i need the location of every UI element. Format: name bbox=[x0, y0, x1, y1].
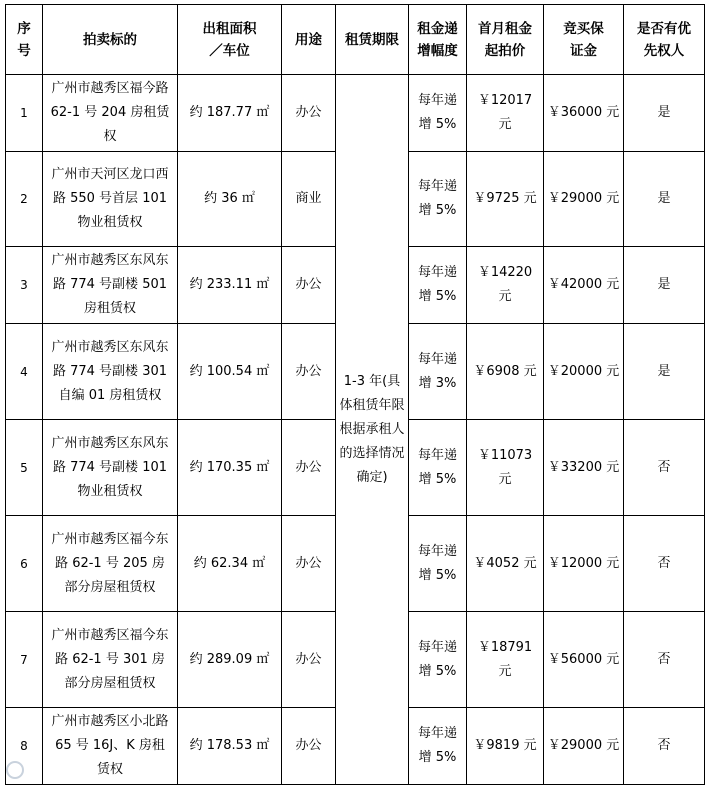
row-no: 3 bbox=[6, 247, 43, 324]
row-area: 约 178.53 ㎡ bbox=[178, 708, 282, 785]
row-increase: 每年递增 5% bbox=[409, 612, 467, 708]
row-no: 8 bbox=[6, 708, 43, 785]
row-no: 6 bbox=[6, 516, 43, 612]
row-increase: 每年递增 5% bbox=[409, 708, 467, 785]
row-no: 4 bbox=[6, 324, 43, 420]
row-subject: 广州市越秀区东风东路 774 号副楼 501 房租赁权 bbox=[43, 247, 178, 324]
row-no: 7 bbox=[6, 612, 43, 708]
header-priority: 是否有优 先权人 bbox=[624, 5, 705, 75]
watermark-logo-icon bbox=[6, 761, 24, 779]
row-deposit: ￥29000 元 bbox=[544, 152, 624, 247]
header-start-price: 首月租金 起拍价 bbox=[467, 5, 544, 75]
row-area: 约 187.77 ㎡ bbox=[178, 75, 282, 152]
row-area: 约 36 ㎡ bbox=[178, 152, 282, 247]
row-priority: 否 bbox=[624, 420, 705, 516]
row-area: 约 170.35 ㎡ bbox=[178, 420, 282, 516]
row-start-price: ￥4052 元 bbox=[467, 516, 544, 612]
row-use: 商业 bbox=[282, 152, 336, 247]
row-subject: 广州市越秀区小北路 65 号 16J、K 房租赁权 bbox=[43, 708, 178, 785]
row-start-price: ￥18791 元 bbox=[467, 612, 544, 708]
row-deposit: ￥20000 元 bbox=[544, 324, 624, 420]
row-no: 2 bbox=[6, 152, 43, 247]
row-area: 约 233.11 ㎡ bbox=[178, 247, 282, 324]
row-deposit: ￥12000 元 bbox=[544, 516, 624, 612]
row-use: 办公 bbox=[282, 708, 336, 785]
row-subject: 广州市天河区龙口西路 550 号首层 101 物业租赁权 bbox=[43, 152, 178, 247]
row-increase: 每年递增 5% bbox=[409, 152, 467, 247]
row-start-price: ￥6908 元 bbox=[467, 324, 544, 420]
row-subject: 广州市越秀区福今东路 62-1 号 205 房部分房屋租赁权 bbox=[43, 516, 178, 612]
row-subject: 广州市越秀区东风东路 774 号副楼 101 物业租赁权 bbox=[43, 420, 178, 516]
row-use: 办公 bbox=[282, 324, 336, 420]
header-use: 用途 bbox=[282, 5, 336, 75]
row-use: 办公 bbox=[282, 247, 336, 324]
row-increase: 每年递增 5% bbox=[409, 75, 467, 152]
header-increase: 租金递 增幅度 bbox=[409, 5, 467, 75]
row-subject: 广州市越秀区福今东路 62-1 号 301 房部分房屋租赁权 bbox=[43, 612, 178, 708]
row-priority: 否 bbox=[624, 516, 705, 612]
row-start-price: ￥12017 元 bbox=[467, 75, 544, 152]
header-area: 出租面积 ／车位 bbox=[178, 5, 282, 75]
row-no: 1 bbox=[6, 75, 43, 152]
row-priority: 否 bbox=[624, 708, 705, 785]
row-deposit: ￥36000 元 bbox=[544, 75, 624, 152]
row-start-price: ￥14220 元 bbox=[467, 247, 544, 324]
row-deposit: ￥29000 元 bbox=[544, 708, 624, 785]
row-deposit: ￥33200 元 bbox=[544, 420, 624, 516]
row-area: 约 289.09 ㎡ bbox=[178, 612, 282, 708]
row-subject: 广州市越秀区福今路 62-1 号 204 房租赁权 bbox=[43, 75, 178, 152]
header-term: 租赁期限 bbox=[336, 5, 409, 75]
row-area: 约 62.34 ㎡ bbox=[178, 516, 282, 612]
auction-table bbox=[5, 4, 705, 785]
row-use: 办公 bbox=[282, 420, 336, 516]
row-increase: 每年递增 3% bbox=[409, 324, 467, 420]
row-priority: 是 bbox=[624, 75, 705, 152]
watermark bbox=[6, 761, 27, 779]
row-increase: 每年递增 5% bbox=[409, 516, 467, 612]
header-deposit: 竞买保 证金 bbox=[544, 5, 624, 75]
header-row bbox=[6, 5, 705, 75]
row-priority: 否 bbox=[624, 612, 705, 708]
rental-term: 1-3 年(具体租赁年限根据承租人的选择情况确定) bbox=[336, 75, 409, 785]
row-increase: 每年递增 5% bbox=[409, 247, 467, 324]
header-subject: 拍卖标的 bbox=[43, 5, 178, 75]
table-row bbox=[6, 75, 705, 152]
row-start-price: ￥11073 元 bbox=[467, 420, 544, 516]
row-deposit: ￥56000 元 bbox=[544, 612, 624, 708]
row-use: 办公 bbox=[282, 612, 336, 708]
row-use: 办公 bbox=[282, 516, 336, 612]
row-start-price: ￥9819 元 bbox=[467, 708, 544, 785]
row-no: 5 bbox=[6, 420, 43, 516]
row-priority: 是 bbox=[624, 152, 705, 247]
row-area: 约 100.54 ㎡ bbox=[178, 324, 282, 420]
row-priority: 是 bbox=[624, 247, 705, 324]
row-subject: 广州市越秀区东风东路 774 号副楼 301 自编 01 房租赁权 bbox=[43, 324, 178, 420]
row-priority: 是 bbox=[624, 324, 705, 420]
row-increase: 每年递增 5% bbox=[409, 420, 467, 516]
header-no: 序 号 bbox=[6, 5, 43, 75]
row-start-price: ￥9725 元 bbox=[467, 152, 544, 247]
row-use: 办公 bbox=[282, 75, 336, 152]
row-deposit: ￥42000 元 bbox=[544, 247, 624, 324]
